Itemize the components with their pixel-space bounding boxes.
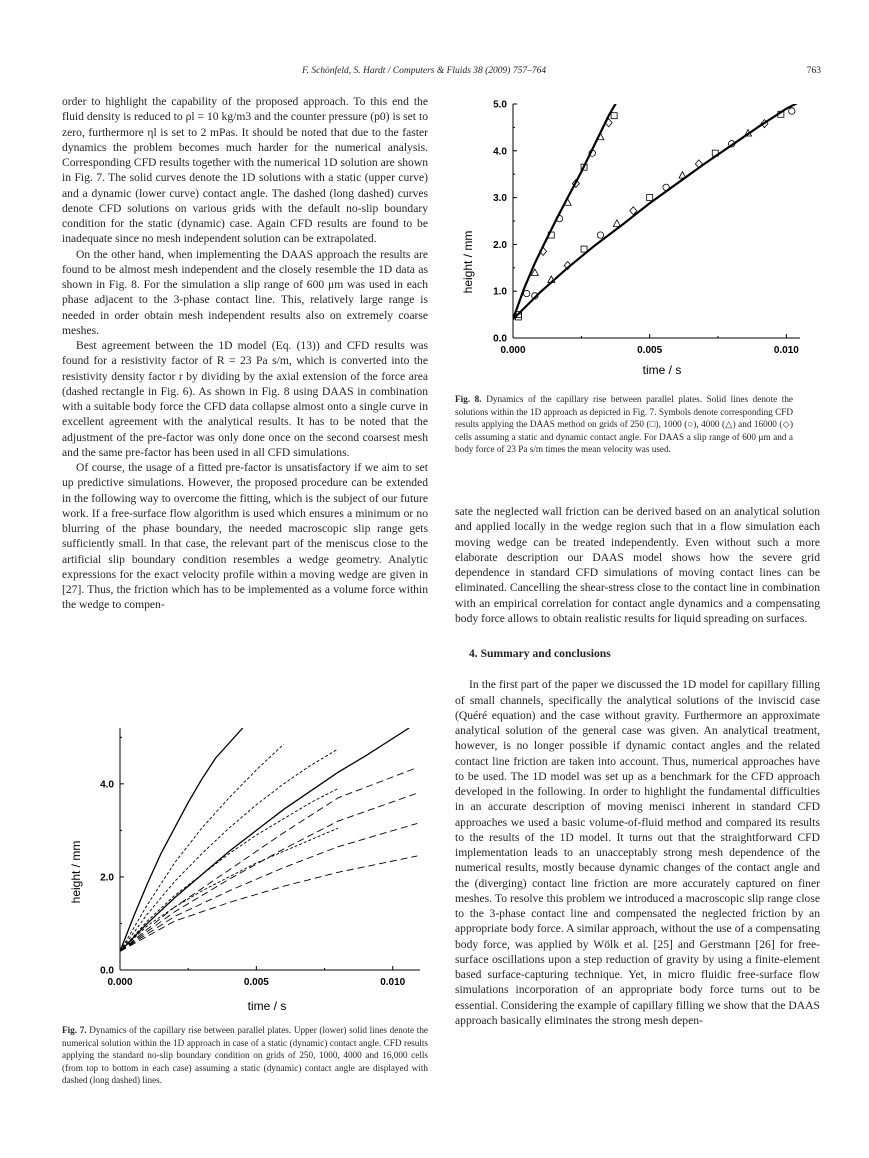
y-tick-label: 2.0: [100, 872, 114, 884]
marker-triangle: [613, 220, 620, 227]
x-tick-label: 0.010: [773, 345, 799, 356]
marker-circle: [663, 184, 669, 190]
right-column: [455, 504, 820, 1028]
section-heading: 4. Summary and conclusions: [469, 647, 611, 660]
fig7-caption: [62, 1024, 428, 1087]
paragraph: In the first part of the paper we discussed the 1D model for capillary filling of small channels, specifically the analytical solutions of the inviscid case (Quéré equation) and the case without gravity. Furthermore an approximate analytical solution of the general case was given. An analytical treatment, however, is no longer possible if dynamic contact angles and the related contact line friction are taken into account. Thus, numerical approaches have to be used. The 1D model was set up as a benchmark for the CFD approach developed in the following. In order to highlight the fundamental difficulties in an accurate description of moving menisci inherent in standard CFD approaches we used a basic volume-of-fluid method and compared its results to the results of the 1D model. It turns out that the straightforward CFD implementation leads to an unacceptably strong mesh dependence of the numerical results, mostly because dynamic changes of the contact angle and the (diverging) contact line friction are more accurately captured on finer meshes. To resolve this problem we introduced a macroscopic slip range close to the 3-phase contact line and compensated the neglected friction by an appropriate body force. A similar approach, without the use of a compensating body force, was applied by Wölk et al. [25] and Gerstmann [26] for free-surface oscillations upon a step reduction of gravity by using a finite-element based surface-capturing technique. Yet, in micro fluidic free-surface flow simulations incorporation of an appropriate body force turns out to be essential. Considering the example of capillary filling we show that the DAAS approach basically eliminates the strong mesh depen-: [455, 678, 820, 1027]
cfd-curve: [120, 823, 417, 951]
fig8-caption: [455, 393, 793, 456]
cfd-curve: [120, 856, 417, 951]
running-title: F. Schönfeld, S. Hardt / Computers & Fluids 38 (2009) 757–764: [302, 66, 547, 76]
solution-curve: [120, 728, 243, 951]
x-tick-label: 0.005: [243, 977, 269, 988]
marker-square: [611, 113, 617, 119]
x-tick-label: 0.010: [380, 977, 406, 988]
fig8-caption-label: Fig. 8.: [455, 394, 482, 404]
fig7-chart: [62, 720, 432, 1020]
cfd-curve: [120, 744, 284, 951]
fig7-xlabel: time / s: [247, 999, 287, 1013]
paragraph: Of course, the usage of a fitted pre-factor is unsatisfactory if we aim to set up predictive simulations. However, the proposed procedure can be extended in the following way to overcome the fitting, which is the subject of our future work. If a free-surface flow algorithm is used which ensures a minimum or no blurring of the phase boundary, the needed macroscopic slip range gets sufficiently small. In that case, the relevant part of the meniscus close to the artificial slip boundary condition resembles a wedge geometry. Analytic expressions for the exact velocity profile within a moving wedge are given in [27]. Thus, the friction which has to be implemented as a volume force within the wedge to compen-: [62, 461, 428, 612]
solution-curve: [120, 728, 409, 951]
marker-square: [647, 195, 653, 201]
paragraph: On the other hand, when implementing the DAAS approach the results are found to be almost mesh independent and the closely resemble the 1D data as shown in Fig. 8. For the simulation a slip range of 600 μm was used in each phase adjacent to the 3-phase contact line. This, relatively large range is needed in order obtain mesh independent results also on extremely coarse meshes.: [62, 247, 428, 337]
y-tick-label: 5.0: [493, 99, 507, 111]
fig8-caption-text: Dynamics of the capillary rise between parallel plates. Solid lines denote the solutions within the 1D approach as depicted in Fig. 7. Symbols denote corresponding CFD results applying the DAAS method on grids of 250 (□), 1000 (○), 4000 (△) and 16000 (◇) cells assuming a static and dynamic contact angle. For DAAS a slip range of 600 μm and a body force of 23 Pa s/m times the mean velocity was used.: [455, 394, 794, 455]
y-tick-label: 1.0: [493, 286, 507, 298]
fig8-ylabel: height / mm: [461, 230, 475, 294]
solution-curve: [513, 102, 800, 320]
page-number: 763: [806, 66, 821, 76]
y-tick-label: 0.0: [100, 965, 114, 977]
cfd-curve: [120, 793, 417, 951]
fig7-caption-text: Dynamics of the capillary rise between parallel plates. Upper (lower) solid lines denote the numerical solution within the 1D approach in case of a static (dynamic) contact angle. CFD results applying the standard no-slip boundary condition on grids of 250, 1000, 4000 and 16,000 cells (from top to bottom in each case) assuming a static (dynamic) contact angle are displayed with dashed (long dashed) lines.: [62, 1025, 428, 1086]
y-tick-label: 3.0: [493, 193, 507, 205]
x-tick-label: 0.005: [637, 345, 663, 356]
fig8-chart: [455, 90, 815, 390]
y-tick-label: 2.0: [493, 239, 507, 251]
fig7-caption-label: Fig. 7.: [62, 1025, 87, 1035]
x-tick-label: 0.000: [500, 345, 526, 356]
paragraph: sate the neglected wall friction can be derived based on an analytical solution and applied locally in the wedge region such that in a flow simulation each moving wedge can be treated independently. Even without such a more elaborate description our DAAS model shows how the severe grid dependence in standard CFD simulations of moving contact lines can be eliminated. Cancelling the shear-stress close to the contact line in combination with an empirical correlation for contact angle dynamics and a compensating body force allows to obtain realistic results for liquid spreading on surfaces.: [455, 505, 820, 625]
marker-circle: [789, 108, 795, 114]
fig7-ylabel: height / mm: [69, 840, 83, 904]
paragraph: order to highlight the capability of the proposed approach. To this end the fluid density is reduced to ρl = 10 kg/m3 and the counter pressure (p0) is set to zero, furthermore ηl is set to 2 mPas. It should be noted that due to the faster dynamics the problem becomes much harder for the numerical analysis. Corresponding CFD results together with the numerical 1D solution are shown in Fig. 7. The solid curves denote the 1D solutions with a static (upper curve) and a dynamic (lower curve) contact angle. The dashed (long dashed) curves denote CFD solutions on various grids with the default no-slip boundary condition for the static (dynamic) case. Again CFD results are found to be inadequate since no mesh independent solution can be extrapolated.: [62, 95, 428, 246]
marker-circle: [597, 232, 603, 238]
paragraph: Best agreement between the 1D model (Eq. (13)) and CFD results was found for a resistivity factor of R = 23 Pa s/m, which is converted into the resistivity density factor r by dividing by the axial extension of the force area (dashed rectangle in Fig. 6). As shown in Fig. 8 using DAAS in combination with a suitable body force the CFD data collapse almost onto a single curve in excellent agreement with the analytical results. It has to be noted that the adjustment of the pre-factor was only done once on the second coarsest mesh and the same pre-factor has been used in all CFD simulations.: [62, 339, 428, 459]
y-tick-label: 4.0: [100, 779, 114, 791]
y-tick-label: 0.0: [493, 333, 507, 345]
cfd-curve: [120, 749, 338, 951]
x-tick-label: 0.000: [107, 977, 133, 988]
marker-circle: [523, 290, 529, 296]
left-column: [62, 94, 428, 613]
y-tick-label: 4.0: [493, 146, 507, 158]
fig8-xlabel: time / s: [642, 363, 682, 377]
